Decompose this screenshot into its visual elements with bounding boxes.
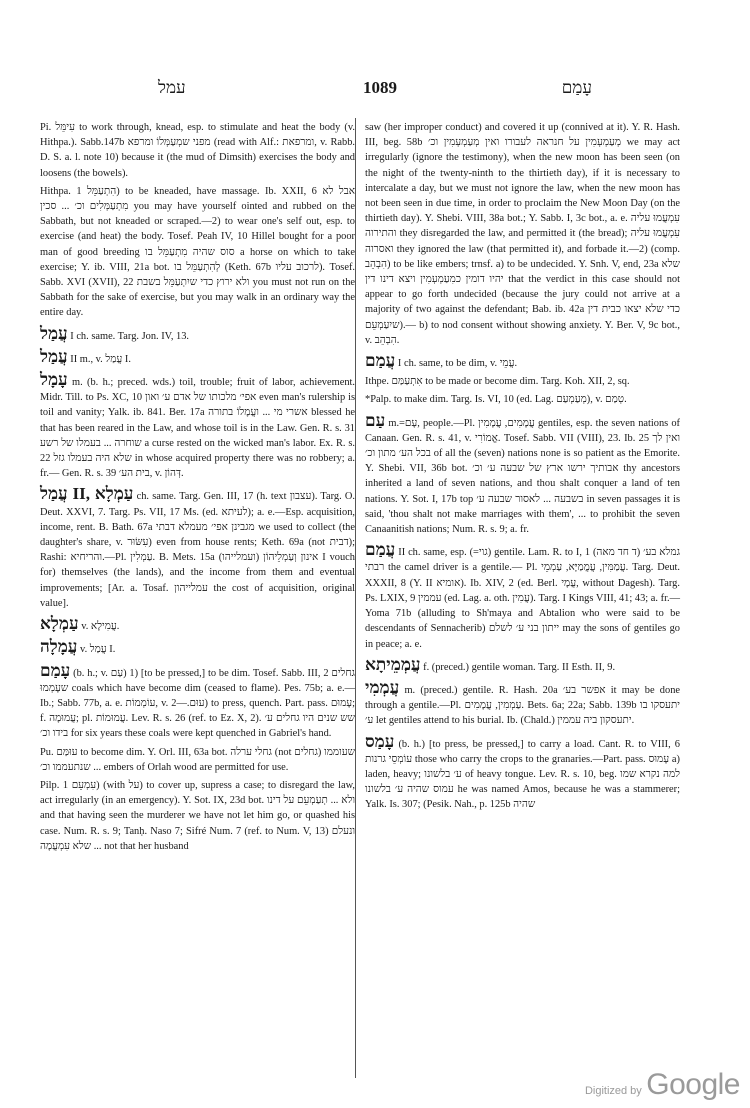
entry-text: Pu. עוּמַּם to become dim. Y. Orl. III, 63a bot. גחלי ערלה (not שעוממו (גחלים ... שנתעממו וכ׳ embers of Orlah wood are permitted for use. <box>40 746 355 773</box>
left-column <box>40 120 355 857</box>
entry-text: f. (preced.) gentile woman. Targ. II Esth. II, 9. <box>423 661 616 673</box>
entry-text: II m., v. עֲמַל I. <box>70 353 131 365</box>
entry-text: v. עֲמִילָא. <box>81 621 120 633</box>
entry-headword: עַם <box>365 410 386 430</box>
digitized-label: Digitized by <box>584 1085 642 1097</box>
entry-text: *Palp. to make dim. Targ. Is. VI, 10 (ed. Lag. מְעַמְעַם), v. טְמַם. <box>365 394 627 406</box>
google-logo: Google <box>646 1068 740 1101</box>
entry-text: I ch. same. Targ. Jon. IV, 13. <box>70 330 190 342</box>
entry-text: I ch. same, to be dim, v. עֲמֵי. <box>397 358 518 370</box>
page-header <box>48 78 712 108</box>
dictionary-entry <box>40 484 355 611</box>
dictionary-entry <box>40 370 355 481</box>
entry-headword: עֲמַל II, עַמְלָא <box>40 484 134 504</box>
dictionary-entry <box>365 374 680 389</box>
dictionary-entry <box>365 655 680 675</box>
column-divider <box>355 118 356 1078</box>
entry-headword: עֲמְמֵיתָא <box>365 654 421 674</box>
dictionary-entry <box>40 614 355 634</box>
dictionary-entry <box>40 120 355 181</box>
entry-text: m. (b. h.; preced. wds.) toil, trouble; fruit of labor, achievement. Midr. Till. to Ps. XC, 10 אפי׳ מלכותו של אדם ע׳ ואון even man's rulership is toil and vanity; Yalk. ib. 841. Ber. 17a אשרי מי ... ועֲמָלוֹ בתורה blessed he that has been reared in the Law, and whose toil is in the Law. Gen. R. s. 31 שוחרה ... בעמלו של רשע a curse rested on the wicked man's labor. Ex. R. s. 22 שלא היה בעמלו גזל in whose acquired property there was no robbery; a. fr.— Gen. R. s. 39 בית הע׳, v. דְּהוֹן. <box>40 377 356 480</box>
dictionary-entry <box>40 324 355 344</box>
dictionary-entry <box>365 120 680 348</box>
entry-text: Pi. עִימֵּל to work through, knead, esp. to stimulate and heat the body (v. Hithpa.). Sabb.147b מפני שמְעַמְּלוֹ ומרפא (read with Alf.: ומרפאת, v. Rabb. D. S. a. l. note 10) because it (the mud of Dimsith) exercises the body and loosens (the bowels). <box>40 122 356 179</box>
entry-text: Pilp. עִמְעֵם 1) (with על) to cover up, supress a case; to disregard the law, act irregularly (in an emergency). Y. Sot. IX, 23d bot. ולא ... תְעַמְעֵם על דינו and that having seen the murderer we have not let him go, or quashed his case. Num. R. s. 9; Tanḥ. Naso 7; Sifré Num. 7 (ref. to Num. V, 13) ונעלם ... שלא עִמְעֲמָה not that her husband <box>40 779 355 852</box>
entry-headword: עֲמַם <box>365 540 396 560</box>
right-column <box>365 120 680 816</box>
entry-headword: עֲמַל <box>40 323 68 343</box>
entry-headword: עֲמַל <box>40 346 68 366</box>
running-head-left: עמל <box>158 78 186 97</box>
dictionary-entry <box>40 745 355 775</box>
dictionary-entry <box>365 411 680 538</box>
dictionary-entry <box>365 678 680 729</box>
entry-headword: עַמְלָא <box>40 614 79 634</box>
entry-text: m. (preced.) gentile. R. Hash. 20a אפשר בע׳ it may be done through a gentile.—Pl. עַמְמִין, עֲמָמִים. Bets. 6a; 22a; Sabb. 139b יתעסקו בו ע׳ let gentiles attend to his burial. Ib. (Chald.) יתעסקון ביה עממין. <box>365 684 681 727</box>
page-number: 1089 <box>363 78 397 97</box>
entry-headword: עָמַם <box>40 660 71 680</box>
entry-headword: עֲמְמִי <box>365 677 400 697</box>
dictionary-entry <box>40 637 355 657</box>
entry-headword: עָמָל <box>40 370 68 390</box>
dictionary-entry <box>40 778 355 854</box>
entry-text: v. עֲמַל I. <box>80 644 116 656</box>
digitized-watermark <box>585 1068 740 1102</box>
dictionary-entry <box>365 732 680 813</box>
dictionary-entry <box>365 351 680 371</box>
entry-headword: עֲמַם <box>365 351 396 371</box>
dictionary-entry <box>40 347 355 367</box>
entry-headword: עָמַס <box>365 731 395 751</box>
dictionary-entry <box>40 661 355 742</box>
dictionary-entry <box>40 184 355 321</box>
entry-headword: עֲמָלָה <box>40 637 78 657</box>
entry-text: II ch. same, esp. (=גוי) gentile. Lam. R. to I, 1 גמלא בע׳ (ד חד מאה) רבתי the camel driver is a gentile.— Pl. עֲמַמִּין, עֲמֲמַיָּא, עַמְמֵי. Targ. Deut. XXXII, 8 (Y. II אומיא). Ib. XIV, 2 (ed. Berl. עֲמָי, without Dagesh). Targ. Ps. LXIX, 9 עממין (ed. Lag. a. oth. עֲמִין). Targ. I Kings VIII, 41; 43; a. fr.—Yoma 71b (alluding to Sh'maya and Abtalion who were said to be descendants of Sennacherib) ייתון בני ע׳ לשלם may the sons of gentiles go in peace; a. e. <box>365 547 681 650</box>
entry-text: saw (her improper conduct) and covered it up (connived at it). Y. R. Hash. III, beg. 58b מְעַמְעְמִין על חנראה לעבורו ואין מְעַמְעְמִין וכ׳ we may act irregularly (ignore the testimony), when the new moon has been seen (on the night of the twenty-ninth to the thirtieth day), if it is necessary to intercalate a day, but we must not ignore the law, when the new moon has not been seen in due time, in order to proclaim the New Moon Day (on the thirtieth day). Y. Shebi. VIII, 38a bot.; Y. Sabb. I, 3c bot., a. e. עִמְעֲמוּ עליה והתירוה they disregarded the law, and permitted it (the bread); עִמְעֲמוּ עליה ואסרוה they ignored the law (that permitted it), and forbade it.—2) (comp. הִבְהֵב) to be like embers; trnsf. a) to be undecided. Y. Snh. V, end, 23a שלא יהיו דומין כמִעַמְעְמִין ויצא דינו דין that the verdict in this case should not appear to go forth undecided (because the jury could not arrive at a majority of two against the defendant; Bab. ib. 42a כדי שלא יצאו כבית דין שיִעַמְעֵם).— b) to nod consent without showing anxiety. Y. Ber. V, 9c bot., v. הִבְהֵב. <box>365 122 681 346</box>
entry-text: (b. h.) [to press, be pressed,] to carry a load. Cant. R. to VIII, 6 עוֹמְסֵי גרנות those who carry the crops to the granaries.—Part. pass. עָמוּס a) laden, heavy; ע׳ בלשונו of heavy tongue. Lev. R. s. 10, beg. למה נקרא שמו עמוס שהיה ע׳ בלשונו he was named Amos, because he was a stammerer; Yalk. Is. 307; (Pesik. Nah., p. 125b שהיה <box>365 738 681 811</box>
running-head-right: עָמַם <box>561 78 592 97</box>
dictionary-entry <box>365 392 680 407</box>
dictionary-entry <box>365 540 680 651</box>
entry-text: ch. same. Targ. Gen. III, 17 (h. text עצבון). Targ. O. Deut. XXVI, 7. Targ. Ps. VII, 17 Ms. (ed. לעיתא); a. e.—Esp. acquisition, income, rent. B. Bath. 67a מגבינן אפי׳ מעמלא דבתי we used to collect (the daughter's share, v. עִשּׂוּר) even from house rents; Keth. 69a (not דבית); Rashi: והריחיא.—Pl. עַמְלִין. B. Mets. 15a אינון וְעַמְלֵיהוֹן (ועמלייהו) I vouch for) themselves (the lands), and the income from them and eventual improvements; [Ar. a. Tosaf. עמלייהון the cost of acquisition, original value]. <box>40 491 356 609</box>
entry-text: Hithpa. הִתְעַמֵּל 1) to be kneaded, have massage. Ib. XXII, 6 אבל לא מִתְעַמְּלִים וכ׳ ... סכין you may have yourself ointed and rubbed on the Sabbath, but not kneaded or scraped.—2) to wear one's self out, esp. to exercise (and heat) the body. Tosef. Peah IV, 10 Hillel bought for a poor man of good breeding סוס שהיה מִתְעַמֵּל בו a horse on which to take exercise; Y. ib. VIII, 21a bot. לְהִתְעַמֵּל בו (Keth. 67b לרכוב עליו). Tosef. Sabb. XVI (XVII), 22 ולא ירוץ כדי שיִתְעַמֵּל בשבת you must not run on the Sabbath for the sake of exercise, but you may walk in an ordinary way the entire day. <box>40 185 356 319</box>
entry-text: Ithpe. אִתְעַמַּם to be made or become dim. Targ. Koh. XII, 2, sq. <box>365 376 630 388</box>
entry-text: m.=עָם, people.—Pl. עֲמָמִים, עֲמָמִין gentiles, esp. the seven nations of Canaan. Gen. R. s. 41, v. אֱמוֹרִי. Tosef. Sabb. VII (VIII), 23. Ib. 25 ואין לך בכל הע׳ מתון וכ׳ of all the (seven) nations none is so patient as the Emorite. Y. Shebi. VII, 36b bot. אבותיך ירשו ארץ של שבעה ע׳ וכ׳ thy ancestors inherited a land of seven nations, and thou shalt conquer a land of ten nations. Y. Sot. I, 17b top בשבעה ... לאסור שבעה ע׳ in seven passages it is said, 'thou shalt not make marriages with them', ... to prohibit the seven Canaanitish nations; Num. R. s. 9; a. fr. <box>365 417 681 536</box>
entry-text: (b. h.; v. עַם) 1) [to be pressed,] to be dim. Tosef. Sabb. III, 2 גחלים שעָמְמוּ coals which have become dim (ceased to flame). Pes. 75b; a. e.—Ib.; Sabb. 77b, a. e. עוֹמְמוֹת, v. עוּם.—2) to press, quench. Part. pass. עָמוּם; f. עֲמוּמָה; pl. עֲמוּמוֹת. Lev. R. s. 26 (ref. to Ez. X, 2). שש שנים היו גחלים ע׳ בידו וכ׳ for six years these coals were kept quenched in Gabriel's hand. <box>40 667 356 740</box>
